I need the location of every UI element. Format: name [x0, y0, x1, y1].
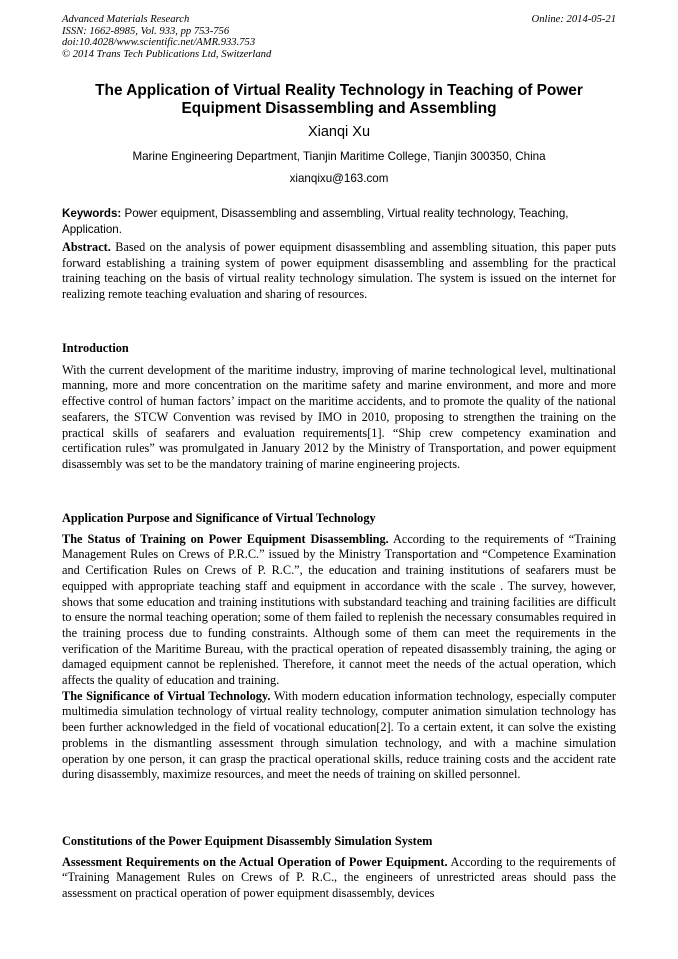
constitutions-heading: Constitutions of the Power Equipment Disassembly Simulation System	[62, 834, 433, 848]
journal-name: Advanced Materials Research	[62, 14, 190, 25]
assessment-label: Assessment Requirements on the Actual Operation of Power Equipment.	[62, 854, 448, 869]
keywords-label: Keywords:	[62, 207, 122, 220]
constitutions-section	[62, 834, 616, 902]
significance-text: With modern education information technology, especially computer multimedia simulation technology of virtual reality technology, computer animation simulation technology has been further acknowledged in the field of vocational education[2]. To a certain extent, it can solve the existing problems in the dismantling assessment through simulation technology, and with a machine simulation operation by one person, it can grasp the practical operational skills, reduce training costs and the accident rate during disassembly, maximize resources, and meet the needs of training on skilled personnel.	[62, 688, 616, 782]
keywords-text: Power equipment, Disassembling and assembling, Virtual reality technology, Teaching, Application.	[62, 207, 569, 236]
affiliation: Marine Engineering Department, Tianjin Maritime College, Tianjin 300350, China	[132, 150, 546, 163]
introduction-heading: Introduction	[62, 341, 129, 355]
introduction-section	[62, 341, 616, 473]
abstract-text: Based on the analysis of power equipment disassembling and assembling situation, this paper puts forward establishing a training system of power equipment disassembling and assembling for the practical training teaching on the basis of virtual reality technology simulation. The system is issued on the internet for realizing remote teaching evaluation and sharing of resources.	[62, 240, 616, 302]
doi-line: doi:10.4028/www.scientific.net/AMR.933.753	[62, 37, 256, 49]
abstract-label: Abstract.	[62, 240, 111, 254]
copyright-line: © 2014 Trans Tech Publications Ltd, Switzerland	[62, 48, 272, 60]
author-name: Xianqi Xu	[307, 124, 371, 140]
status-text: According to the requirements of “Training Management Rules on Crews of P.R.C.” issued by the Ministry Transportation and “Competence Examination and Certification Rules on Crews of P. R.C.”, the education and training institutions of seafarers must be equipped with appropriate teaching staff and equipment in accordance with the scale . The survey, however, shows that some education and training institutions with substandard teaching and training facilities are difficult to ensure the normal teaching operation; some of them failed to replenish the necessary consumables required in the training process due to funding constraints. Although some of them can meet the requirements in the verification of the Maritime Bureau, with the practical operation of repeated disassembly training, the aging or damaged equipment cannot be replenished. Therefore, it cannot meet the needs of the actual operation, which affects the quality of education and training.	[62, 531, 616, 688]
status-label: The Status of Training on Power Equipment Disassembling.	[62, 531, 389, 546]
introduction-text: With the current development of the maritime industry, improving of marine technological level, multinational manning, more and more concentration on the maritime safety and marine environment, and more and more effective control of human factors’ impact on the maritime accidents, and to promote the quality of the national seafarers, the STCW Convention was revised by IMO in 2010, proposing to strengthen the training on the practical skills of seafarers and evaluation requirements[1]. “Ship crew competency examination and certification rules” was promulgated in January 2012 by the Ministry of Transportation, and power equipment disassembly was set to be the mandatory training of marine engineering projects.	[62, 362, 616, 471]
keywords	[62, 206, 616, 237]
abstract	[62, 240, 616, 303]
author-email[interactable]: xianqixu@163.com	[289, 172, 389, 185]
significance-label: The Significance of Virtual Technology.	[62, 688, 271, 703]
paper-title: The Application of Virtual Reality Technology in Teaching of Power Equipment Disassembling and Assembling	[95, 82, 583, 117]
assessment-text: According to the requirements of “Training Management Rules on Crews of P. R.C., the engineers of unrestricted areas should pass the assessment on practical operation of power equipment disassembly, devices	[62, 854, 616, 901]
journal-header	[62, 14, 271, 60]
online-date: Online: 2014-05-21	[531, 14, 616, 25]
application-heading: Application Purpose and Significance of Virtual Technology	[62, 511, 376, 525]
issn-line: ISSN: 1662-8985, Vol. 933, pp 753-756	[62, 25, 230, 37]
application-section	[62, 511, 616, 783]
